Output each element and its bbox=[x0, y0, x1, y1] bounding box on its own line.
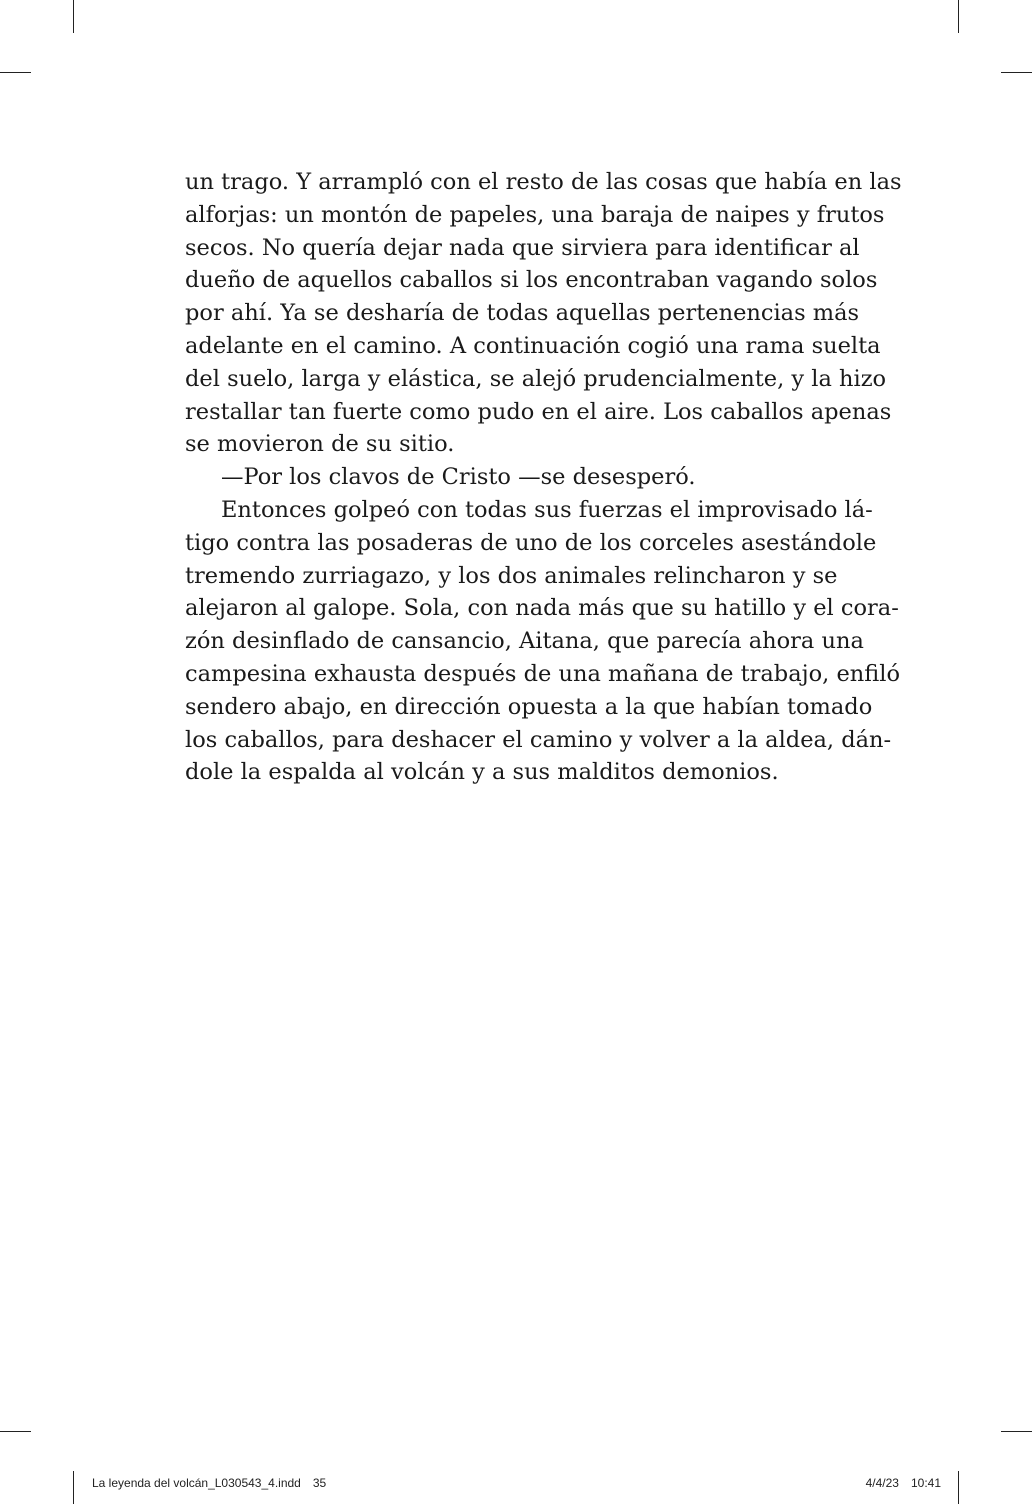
text-line: campesina exhausta después de una mañana de trabajo, enfiló bbox=[185, 660, 901, 687]
crop-mark-top-right bbox=[958, 0, 959, 33]
crop-mark-right-bottom bbox=[1001, 1431, 1032, 1432]
text-line: zón desinflado de cansancio, Aitana, que parecía ahora una bbox=[185, 628, 864, 655]
paragraph bbox=[185, 494, 901, 789]
text-line: sendero abajo, en dirección opuesta a la que habían tomado bbox=[185, 693, 873, 720]
crop-mark-bottom-left bbox=[73, 1471, 74, 1504]
text-line: alejaron al galope. Sola, con nada más que su hatillo y el cora- bbox=[185, 595, 899, 622]
slug-filename: La leyenda del volcán_L030543_4.indd bbox=[92, 1476, 301, 1490]
slug-time: 10:41 bbox=[910, 1476, 941, 1490]
text-line: un trago. Y arrampló con el resto de las cosas que había en las bbox=[185, 169, 902, 195]
body-text bbox=[185, 166, 902, 789]
dialogue-paragraph bbox=[185, 461, 825, 494]
crop-mark-left-top bbox=[0, 72, 31, 73]
text-line: alforjas: un montón de papeles, una baraja de naipes y frutos bbox=[185, 201, 885, 228]
text-line: por ahí. Ya se desharía de todas aquellas pertenencias más bbox=[185, 300, 860, 327]
slug-page-number: 35 bbox=[312, 1476, 327, 1490]
text-line: restallar tan fuerte como pudo en el aire. Los caballos apenas bbox=[185, 398, 892, 425]
text-line: dole la espalda al volcán y a sus malditos demonios. bbox=[185, 759, 779, 786]
crop-mark-bottom-right bbox=[958, 1471, 959, 1504]
crop-mark-right-top bbox=[1001, 72, 1032, 73]
text-line: Entonces golpeó con todas sus fuerzas el improvisado lá- bbox=[221, 496, 873, 523]
slug-file-info bbox=[92, 1476, 326, 1490]
text-line: se movieron de su sitio. bbox=[185, 431, 455, 458]
text-line: secos. No quería dejar nada que sirviera para identificar al bbox=[185, 234, 860, 261]
text-line: dueño de aquellos caballos si los encontraban vagando solos bbox=[185, 267, 878, 294]
text-line: adelante en el camino. A continuación cogió una rama suelta bbox=[185, 332, 881, 359]
paragraph bbox=[185, 166, 902, 461]
text-line: tremendo zurriagazo, y los dos animales relincharon y se bbox=[185, 562, 838, 589]
slug-date-info bbox=[866, 1476, 941, 1490]
crop-mark-left-bottom bbox=[0, 1431, 31, 1432]
text-line: del suelo, larga y elástica, se alejó prudencialmente, y la hizo bbox=[185, 365, 887, 392]
text-line: los caballos, para deshacer el camino y volver a la aldea, dán- bbox=[185, 726, 892, 753]
text-line: —Por los clavos de Cristo —se desesperó. bbox=[221, 464, 696, 491]
slug-date: 4/4/23 bbox=[865, 1476, 899, 1490]
text-line: tigo contra las posaderas de uno de los corceles asestándole bbox=[185, 529, 877, 556]
crop-mark-top-left bbox=[73, 0, 74, 33]
